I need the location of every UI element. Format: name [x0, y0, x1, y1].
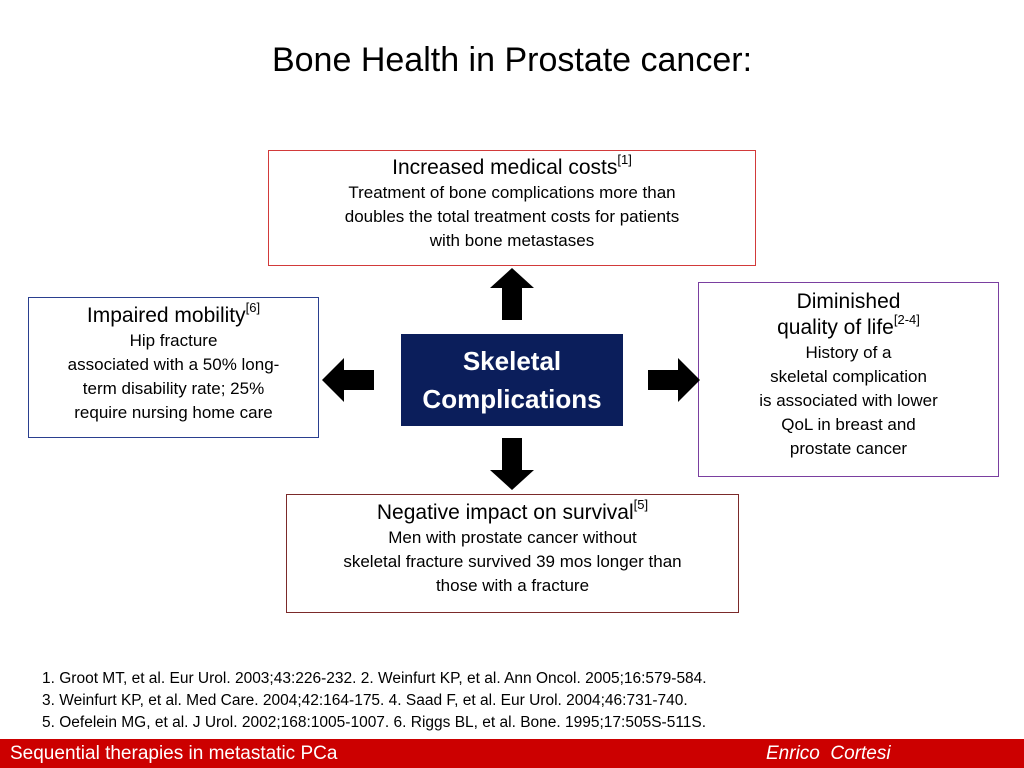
reference-line-1: 1. Groot MT, et al. Eur Urol. 2003;43:226-232. 2. Weinfurt KP, et al. Ann Oncol. 2005;16:579-584. [42, 670, 707, 687]
costs-line-2: doubles the total treatment costs for patients [344, 207, 680, 226]
survival-heading: Negative impact on survival[5] [376, 497, 649, 524]
qol-heading-2: quality of life[2-4] [777, 312, 920, 339]
arrow-up-icon [488, 266, 536, 322]
survival-ref: [5] [633, 497, 649, 512]
costs-ref: [1] [617, 152, 632, 167]
costs-heading: Increased medical costs[1] [392, 152, 632, 179]
footer-author: Enrico Cortesi [766, 743, 891, 764]
survival-line-2: skeletal fracture survived 39 mos longer than [343, 552, 682, 571]
survival-box [286, 494, 739, 613]
reference-line-3: 5. Oefelein MG, et al. J Urol. 2002;168:1005-1007. 6. Riggs BL, et al. Bone. 1995;17:505S-511S. [42, 714, 707, 731]
footer-bar [0, 739, 1024, 768]
center-line-2: Complications [422, 384, 602, 414]
mobility-heading: Impaired mobility[6] [86, 300, 261, 327]
mobility-line-2: associated with a 50% long- [67, 355, 280, 374]
center-line-1: Skeletal [462, 346, 562, 376]
slide-title: Bone Health in Prostate cancer: [271, 41, 753, 79]
qol-line-5: prostate cancer [789, 439, 908, 458]
references [42, 668, 707, 734]
survival-line-3: those with a fracture [435, 576, 590, 595]
footer-presentation-title: Sequential therapies in metastatic PCa [10, 743, 338, 764]
mobility-line-3: term disability rate; 25% [82, 379, 265, 398]
quality-of-life-box [698, 282, 999, 477]
mobility-ref: [6] [245, 300, 261, 315]
increased-costs-box [268, 150, 756, 266]
mobility-line-4: require nursing home care [74, 403, 273, 422]
qol-ref: [2-4] [893, 312, 920, 327]
qol-line-1: History of a [805, 343, 892, 362]
skeletal-complications-box [401, 334, 623, 426]
qol-line-3: is associated with lower [759, 391, 938, 410]
mobility-line-1: Hip fracture [129, 331, 218, 350]
arrow-right-icon [646, 356, 702, 404]
survival-line-1: Men with prostate cancer without [388, 528, 637, 547]
qol-line-4: QoL in breast and [781, 415, 916, 434]
arrow-left-icon [320, 356, 376, 404]
qol-heading-1: Diminished [796, 290, 901, 313]
arrow-down-icon [488, 436, 536, 492]
impaired-mobility-box [28, 297, 319, 438]
costs-line-1: Treatment of bone complications more than [348, 183, 676, 202]
qol-line-2: skeletal complication [770, 367, 927, 386]
costs-line-3: with bone metastases [429, 231, 595, 250]
reference-line-2: 3. Weinfurt KP, et al. Med Care. 2004;42:164-175. 4. Saad F, et al. Eur Urol. 2004;46:731-740. [42, 692, 688, 709]
